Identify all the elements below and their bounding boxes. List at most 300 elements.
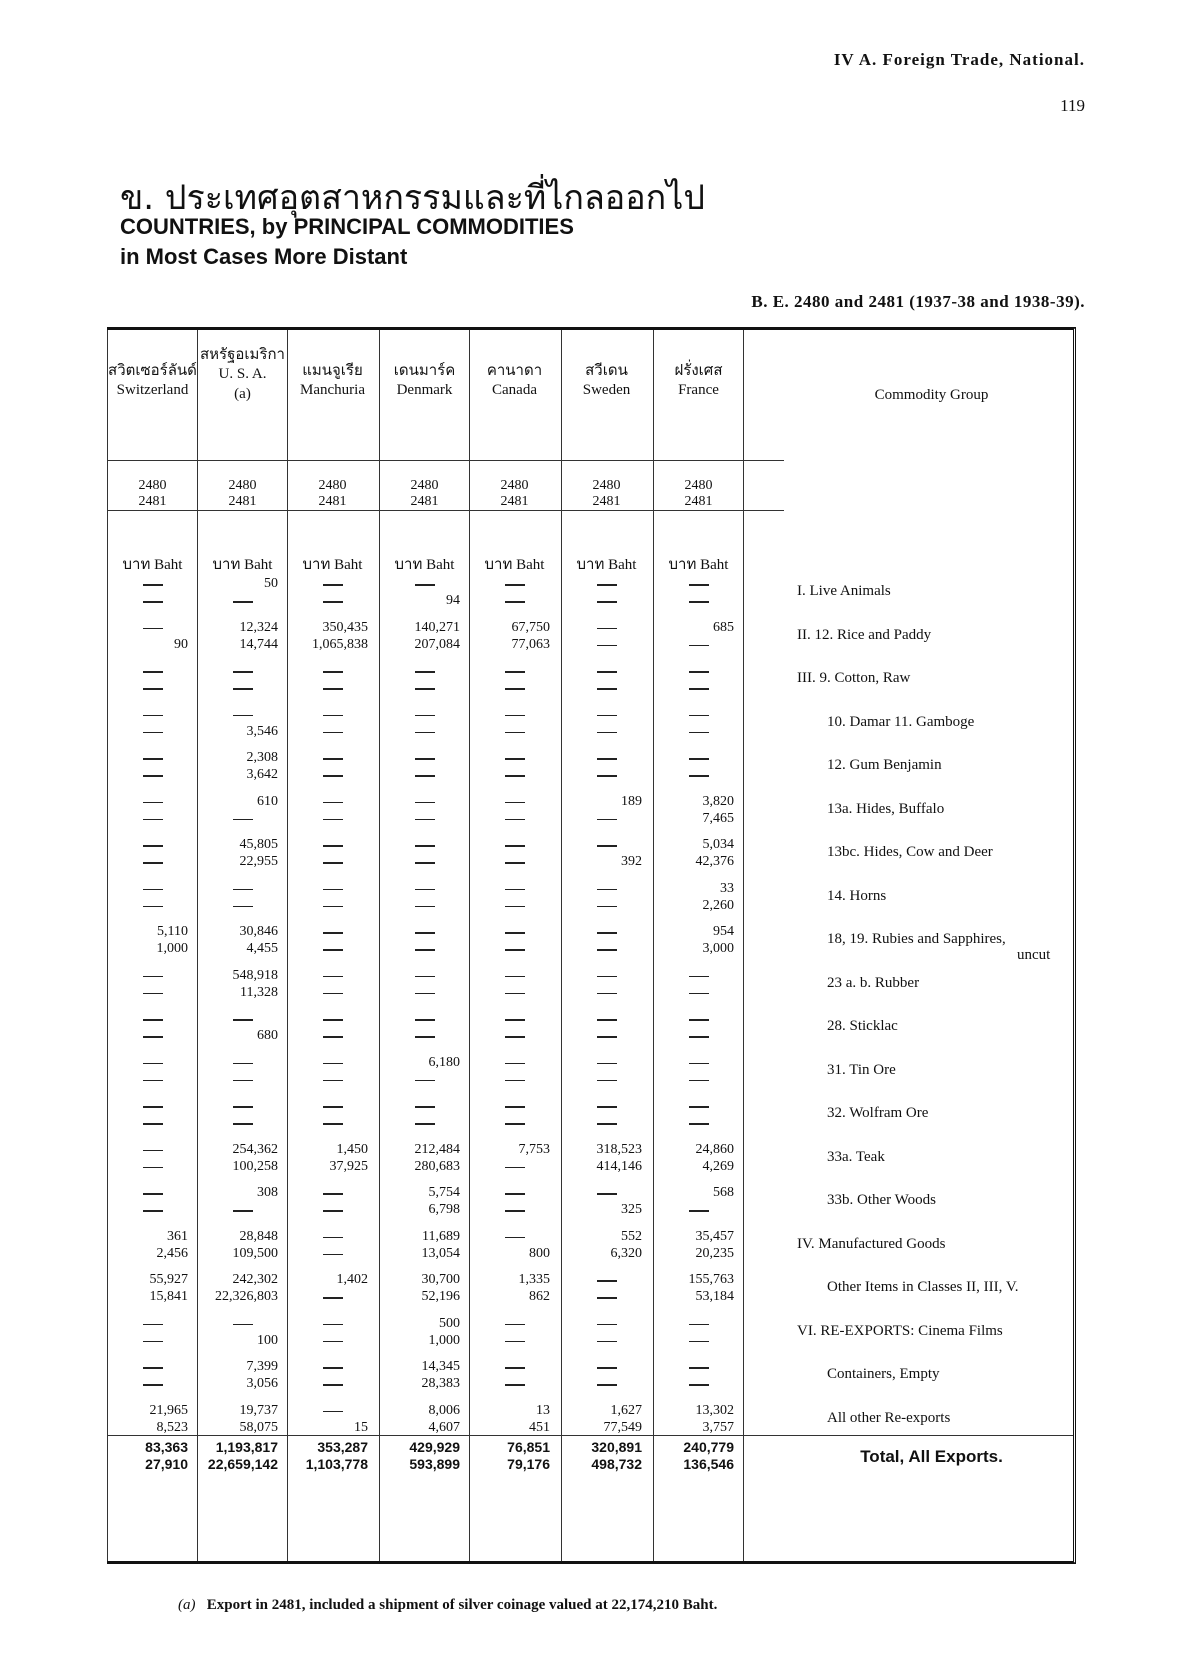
nil-dash: [505, 732, 525, 734]
value-cell: 6,180: [428, 1054, 460, 1070]
value-cell: 429,929: [409, 1439, 460, 1455]
unit-thai: บาท: [394, 555, 423, 573]
value-cell: 100,258: [232, 1158, 278, 1174]
value-cell: 6,320: [610, 1245, 642, 1261]
unit-english: Baht: [608, 557, 637, 573]
running-head: IV A. Foreign Trade, National.: [833, 50, 1085, 69]
nil-dash: [415, 1036, 435, 1038]
nil-dash: [689, 1080, 709, 1082]
nil-dash: [597, 601, 617, 603]
nil-dash: [143, 1036, 163, 1038]
commodity-label: 33b. Other Woods: [827, 1192, 936, 1208]
column-header-english: France: [678, 382, 719, 398]
value-cell: 800: [529, 1245, 550, 1261]
value-cell: 53,184: [695, 1289, 734, 1304]
commodity-label: All other Re-exports: [827, 1409, 951, 1426]
nil-dash: [689, 715, 709, 717]
title-english-line1: COUNTRIES, by PRINCIPAL COMMODITIES: [120, 214, 574, 239]
value-cell: 15,841: [149, 1289, 188, 1304]
nil-dash: [323, 688, 343, 690]
nil-dash: [597, 819, 617, 821]
column-header-english: Manchuria: [300, 382, 365, 398]
commodity-label: Containers, Empty: [827, 1366, 940, 1382]
column-header-thai: สวิตเซอร์ลันด์: [108, 361, 197, 379]
nil-dash: [505, 1210, 525, 1212]
nil-dash: [323, 1210, 343, 1212]
nil-dash: [505, 976, 525, 978]
value-cell: 37,925: [329, 1158, 368, 1174]
value-cell: 15: [354, 1419, 368, 1435]
commodity-label: 33a. Teak: [827, 1148, 885, 1165]
value-cell: 1,450: [336, 1141, 368, 1157]
nil-dash: [597, 1297, 617, 1299]
unit-english: Baht: [244, 557, 273, 573]
year-2480: 2480: [138, 478, 167, 493]
column-header-thai: เดนมาร์ค: [393, 361, 456, 379]
footnote-text: Export in 2481, included a shipment of silver coinage valued at 22,174,210 Baht.: [206, 1597, 718, 1613]
value-cell: 4,455: [246, 941, 278, 956]
nil-dash: [323, 1341, 343, 1343]
nil-dash: [597, 758, 617, 760]
nil-dash: [323, 715, 343, 717]
value-cell: 11,328: [240, 984, 278, 1000]
nil-dash: [597, 906, 617, 908]
value-cell: 20,235: [695, 1245, 734, 1261]
value-cell: 242,302: [232, 1272, 278, 1287]
commodity-label: 13bc. Hides, Cow and Deer: [827, 844, 993, 860]
nil-dash: [597, 1324, 617, 1326]
value-cell: 22,955: [239, 854, 278, 869]
nil-dash: [505, 1367, 525, 1369]
column-divider: [561, 330, 562, 1561]
nil-dash: [597, 1341, 617, 1343]
value-cell: 318,523: [596, 1141, 642, 1157]
nil-dash: [415, 949, 435, 951]
nil-dash: [323, 1123, 343, 1125]
value-cell: 207,084: [414, 636, 460, 652]
nil-dash: [323, 1106, 343, 1108]
commodity-label: IV. Manufactured Goods: [797, 1235, 946, 1252]
nil-dash: [323, 601, 343, 603]
nil-dash: [143, 819, 163, 821]
year-range: B. E. 2480 and 2481 (1937-38 and 1938-39).: [751, 292, 1085, 311]
value-cell: 325: [621, 1202, 642, 1217]
commodity-label: VI. RE-EXPORTS: Cinema Films: [797, 1322, 1003, 1339]
value-cell: 45,805: [239, 837, 278, 852]
value-cell: 58,075: [239, 1419, 278, 1435]
nil-dash: [597, 1384, 617, 1386]
unit-english: Baht: [426, 557, 455, 573]
year-labels: [469, 478, 560, 510]
value-cell: 1,065,838: [312, 636, 368, 652]
page-number: 119: [1060, 96, 1085, 115]
nil-dash: [689, 1210, 709, 1212]
commodity-label: II. 12. Rice and Paddy: [797, 626, 932, 643]
value-cell: 212,484: [414, 1141, 460, 1157]
nil-dash: [597, 1080, 617, 1082]
year-labels: [197, 478, 288, 510]
value-cell: 83,363: [145, 1439, 188, 1455]
nil-dash: [323, 819, 343, 821]
nil-dash: [323, 1254, 343, 1256]
nil-dash: [597, 993, 617, 995]
nil-dash: [689, 1341, 709, 1343]
commodity-group-header: Commodity Group: [874, 386, 989, 403]
year-2481: 2481: [410, 494, 439, 509]
nil-dash: [143, 775, 163, 777]
value-cell: 90: [174, 636, 188, 652]
year-2481: 2481: [592, 494, 621, 509]
nil-dash: [505, 688, 525, 690]
value-cell: 136,546: [683, 1456, 734, 1472]
commodity-label: Other Items in Classes II, III, V.: [827, 1279, 1019, 1295]
nil-dash: [143, 1106, 163, 1108]
nil-dash: [143, 1150, 163, 1152]
year-2480: 2480: [684, 478, 713, 493]
nil-dash: [689, 688, 709, 690]
nil-dash: [415, 1106, 435, 1108]
column-header-thai: สหรัฐอเมริกา: [200, 345, 285, 363]
nil-dash: [689, 758, 709, 760]
nil-dash: [597, 715, 617, 717]
value-cell: 1,000: [428, 1332, 460, 1348]
value-cell: 3,820: [702, 793, 734, 809]
nil-dash: [415, 775, 435, 777]
value-cell: 22,326,803: [215, 1289, 278, 1304]
value-cell: 4,269: [702, 1158, 734, 1174]
nil-dash: [233, 1019, 253, 1021]
year-2480: 2480: [228, 478, 257, 493]
column-header-english: Canada: [492, 382, 537, 398]
nil-dash: [233, 601, 253, 603]
year-2480: 2480: [500, 478, 529, 493]
nil-dash: [143, 732, 163, 734]
value-cell: 3,056: [246, 1376, 278, 1391]
column-header-thai: คานาดา: [486, 361, 543, 379]
value-cell: 100: [257, 1332, 278, 1348]
year-labels: [107, 478, 198, 510]
nil-dash: [415, 732, 435, 734]
nil-dash: [415, 715, 435, 717]
column-header-abbrev: U. S. A.: [218, 366, 267, 382]
nil-dash: [505, 862, 525, 864]
nil-dash: [505, 949, 525, 951]
nil-dash: [505, 1019, 525, 1021]
nil-dash: [143, 628, 163, 630]
nil-dash: [415, 758, 435, 760]
value-cell: 22,659,142: [207, 1456, 278, 1472]
value-cell: 12,324: [239, 619, 278, 635]
value-cell: 13,054: [421, 1245, 460, 1261]
unit-label: [197, 552, 288, 576]
nil-dash: [597, 1367, 617, 1369]
nil-dash: [505, 906, 525, 908]
nil-dash: [233, 1080, 253, 1082]
nil-dash: [505, 1080, 525, 1082]
nil-dash: [505, 758, 525, 760]
nil-dash: [597, 732, 617, 734]
value-cell: 8,523: [156, 1419, 188, 1435]
nil-dash: [143, 758, 163, 760]
nil-dash: [143, 1341, 163, 1343]
nil-dash: [415, 889, 435, 891]
value-cell: 67,750: [511, 619, 550, 635]
value-cell: 1,000: [156, 941, 188, 956]
column-header-english: (a): [234, 386, 251, 402]
nil-dash: [323, 976, 343, 978]
unit-label: [107, 552, 198, 576]
nil-dash: [143, 1123, 163, 1125]
nil-dash: [323, 732, 343, 734]
commodity-label: 18, 19. Rubies and Sapphires,: [827, 931, 1006, 947]
value-cell: 685: [713, 619, 734, 635]
nil-dash: [505, 715, 525, 717]
nil-dash: [143, 906, 163, 908]
value-cell: 24,860: [695, 1141, 734, 1157]
unit-thai: บาท: [302, 555, 331, 573]
value-cell: 11,689: [422, 1228, 460, 1244]
value-cell: 2,456: [156, 1245, 188, 1261]
nil-dash: [597, 584, 617, 586]
nil-dash: [597, 949, 617, 951]
nil-dash: [597, 889, 617, 891]
value-cell: 254,362: [232, 1141, 278, 1157]
nil-dash: [689, 732, 709, 734]
nil-dash: [505, 601, 525, 603]
value-cell: 33: [720, 880, 734, 896]
value-cell: 954: [713, 924, 734, 939]
column-header: [469, 330, 560, 490]
nil-dash: [597, 1193, 617, 1195]
value-cell: 862: [529, 1289, 550, 1304]
column-header-thai: ฝรั่งเศส: [674, 361, 723, 379]
nil-dash: [233, 671, 253, 673]
value-cell: 155,763: [688, 1272, 734, 1287]
nil-dash: [415, 906, 435, 908]
nil-dash: [323, 1384, 343, 1386]
nil-dash: [323, 758, 343, 760]
column-header-thai: สวีเดน: [585, 361, 628, 379]
value-cell: 568: [713, 1185, 734, 1200]
nil-dash: [597, 845, 617, 847]
value-cell: 5,034: [702, 837, 734, 852]
unit-english: Baht: [700, 557, 729, 573]
nil-dash: [323, 906, 343, 908]
year-labels: [287, 478, 378, 510]
title-english-line2: in Most Cases More Distant: [120, 244, 408, 269]
value-cell: 361: [167, 1228, 188, 1244]
value-cell: 109,500: [232, 1245, 278, 1261]
nil-dash: [505, 1063, 525, 1065]
unit-thai: บาท: [576, 555, 605, 573]
value-cell: 1,193,817: [215, 1439, 278, 1455]
value-cell: 35,457: [695, 1228, 734, 1244]
nil-dash: [143, 1210, 163, 1212]
unit-thai: บาท: [212, 555, 241, 573]
nil-dash: [323, 584, 343, 586]
value-cell: 498,732: [591, 1456, 642, 1472]
value-cell: 140,271: [414, 619, 460, 635]
value-cell: 30,846: [239, 924, 278, 939]
nil-dash: [143, 1063, 163, 1065]
nil-dash: [689, 993, 709, 995]
nil-dash: [233, 1123, 253, 1125]
nil-dash: [505, 802, 525, 804]
nil-dash: [233, 906, 253, 908]
nil-dash: [323, 1411, 343, 1413]
footnote: [178, 1597, 717, 1614]
nil-dash: [505, 1123, 525, 1125]
nil-dash: [233, 688, 253, 690]
nil-dash: [143, 584, 163, 586]
nil-dash: [597, 932, 617, 934]
nil-dash: [143, 845, 163, 847]
value-cell: 3,000: [702, 941, 734, 956]
nil-dash: [597, 688, 617, 690]
nil-dash: [143, 671, 163, 673]
value-cell: 3,757: [702, 1419, 734, 1435]
value-cell: 94: [446, 593, 460, 608]
value-cell: 610: [257, 793, 278, 809]
unit-english: Baht: [334, 557, 363, 573]
nil-dash: [143, 1167, 163, 1169]
column-header: [287, 330, 378, 490]
nil-dash: [505, 1193, 525, 1195]
nil-dash: [323, 932, 343, 934]
commodity-label: 23 a. b. Rubber: [827, 974, 920, 991]
column-header: [107, 330, 198, 490]
unit-english: Baht: [516, 557, 545, 573]
value-cell: 451: [529, 1419, 550, 1435]
nil-dash: [597, 1280, 617, 1282]
value-cell: 2,308: [246, 750, 278, 765]
value-cell: 7,753: [518, 1141, 550, 1157]
nil-dash: [505, 845, 525, 847]
nil-dash: [689, 775, 709, 777]
year-labels: [379, 478, 470, 510]
unit-label: [561, 552, 652, 576]
commodity-label: 28. Sticklac: [827, 1018, 898, 1034]
nil-dash: [415, 688, 435, 690]
value-cell: 350,435: [322, 619, 368, 635]
nil-dash: [689, 671, 709, 673]
nil-dash: [505, 671, 525, 673]
nil-dash: [143, 715, 163, 717]
column-header-english: Denmark: [396, 382, 453, 398]
row-divider: [107, 510, 784, 511]
column-header: [197, 330, 288, 474]
nil-dash: [323, 1297, 343, 1299]
year-2481: 2481: [138, 494, 167, 509]
nil-dash: [505, 1384, 525, 1386]
nil-dash: [597, 628, 617, 630]
nil-dash: [143, 1384, 163, 1386]
nil-dash: [143, 889, 163, 891]
value-cell: 2,260: [702, 897, 734, 913]
value-cell: 14,744: [239, 636, 278, 652]
commodity-label: 32. Wolfram Ore: [827, 1105, 929, 1121]
nil-dash: [597, 645, 617, 647]
value-cell: 7,399: [246, 1359, 278, 1374]
value-cell: 50: [264, 576, 278, 591]
value-cell: 3,546: [246, 723, 278, 739]
column-header: [561, 330, 652, 490]
nil-dash: [689, 976, 709, 978]
column-header-english: Switzerland: [116, 382, 189, 398]
nil-dash: [415, 993, 435, 995]
value-cell: 320,891: [591, 1439, 642, 1455]
nil-dash: [597, 775, 617, 777]
nil-dash: [505, 819, 525, 821]
year-2481: 2481: [228, 494, 257, 509]
value-cell: 8,006: [428, 1402, 460, 1418]
commodity-label: 12. Gum Benjamin: [827, 757, 942, 773]
value-cell: 77,063: [511, 636, 550, 652]
commodity-label: 31. Tin Ore: [827, 1061, 896, 1078]
value-cell: 1,103,778: [305, 1456, 368, 1472]
value-cell: 500: [439, 1315, 460, 1331]
value-cell: 548,918: [232, 967, 278, 983]
column-header: [653, 330, 744, 490]
nil-dash: [415, 845, 435, 847]
value-cell: 7,465: [702, 810, 734, 826]
nil-dash: [415, 584, 435, 586]
column-divider: [743, 330, 744, 1561]
nil-dash: [689, 1019, 709, 1021]
value-cell: 55,927: [149, 1272, 188, 1287]
nil-dash: [689, 1106, 709, 1108]
value-cell: 414,146: [596, 1158, 642, 1174]
value-cell: 28,848: [239, 1228, 278, 1244]
value-cell: 76,851: [507, 1439, 550, 1455]
nil-dash: [505, 584, 525, 586]
nil-dash: [505, 1237, 525, 1239]
nil-dash: [323, 889, 343, 891]
value-cell: 4,607: [428, 1419, 460, 1435]
value-cell: 1,627: [610, 1402, 642, 1418]
nil-dash: [323, 1193, 343, 1195]
column-header-thai: แมนจูเรีย: [302, 361, 363, 379]
commodity-label: 13a. Hides, Buffalo: [827, 800, 945, 817]
year-2480: 2480: [318, 478, 347, 493]
value-cell: 42,376: [695, 854, 734, 869]
column-header-english: Sweden: [582, 382, 631, 398]
value-cell: 14,345: [421, 1359, 460, 1374]
value-cell: 680: [257, 1028, 278, 1043]
nil-dash: [415, 862, 435, 864]
value-cell: 5,754: [428, 1185, 460, 1200]
nil-dash: [505, 889, 525, 891]
nil-dash: [143, 802, 163, 804]
nil-dash: [597, 1123, 617, 1125]
value-cell: 13,302: [695, 1402, 734, 1418]
value-cell: 593,899: [409, 1456, 460, 1472]
nil-dash: [505, 932, 525, 934]
year-2480: 2480: [410, 478, 439, 493]
title-thai: ข. ประเทศอุตสาหกรรมและที่ไกลออกไป: [120, 178, 705, 218]
nil-dash: [505, 1167, 525, 1169]
column-divider: [469, 330, 470, 1561]
value-cell: 280,683: [414, 1158, 460, 1174]
nil-dash: [323, 949, 343, 951]
value-cell: 30,700: [421, 1272, 460, 1287]
nil-dash: [323, 1036, 343, 1038]
nil-dash: [323, 671, 343, 673]
nil-dash: [143, 1367, 163, 1369]
nil-dash: [323, 1237, 343, 1239]
nil-dash: [415, 1123, 435, 1125]
nil-dash: [689, 601, 709, 603]
